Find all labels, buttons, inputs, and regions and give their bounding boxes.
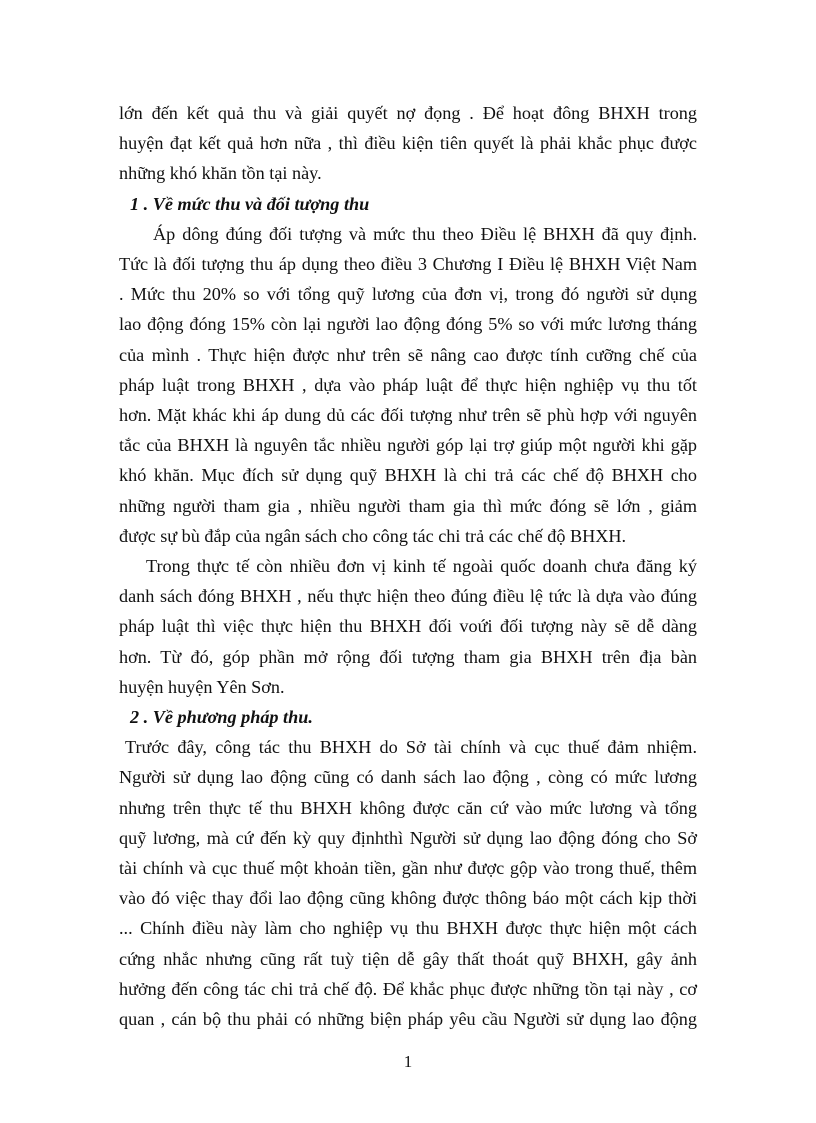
text-line: lớn đến kết quả thu và giải quyết nợ đọng . Để hoạt đông BHXH trong bbox=[119, 103, 697, 123]
text-line: tắc của BHXH là nguyên tắc nhiều người góp lại trợ giúp một người khi gặp bbox=[119, 435, 697, 456]
text-line: . Mức thu 20% so với tổng quỹ lương của đơn vị, trong đó người sử dụng bbox=[119, 284, 697, 305]
text-line: huyện đạt kết quả hơn nữa , thì điều kiện tiên quyết là phải khắc phục được bbox=[119, 133, 697, 154]
text-line: vào đó việc thay đổi lao động cũng không được thông báo một cách kịp thời bbox=[119, 888, 697, 909]
text-line: những người tham gia , nhiều người tham gia thì mức đóng sẽ lớn , giảm bbox=[119, 495, 697, 516]
text-line: cứng nhắc nhưng cũng rất tuỳ tiện dễ gây thất thoát quỹ BHXH, gây ảnh bbox=[119, 948, 697, 969]
text-line: Trong thực tế còn nhiều đơn vị kinh tế ngoài quốc doanh chưa đăng ký bbox=[146, 556, 697, 577]
text-line: pháp luật trong BHXH , dựa vào pháp luật để thực hiện nghiệp vụ thu tốt bbox=[119, 374, 697, 395]
text-line: ... Chính điều này làm cho nghiệp vụ thu BHXH được thực hiện một cách bbox=[119, 918, 697, 939]
section-heading: 2 . Về phương pháp thu. bbox=[130, 707, 313, 728]
text-line: Trước đây, công tác thu BHXH do Sở tài chính và cục thuế đảm nhiệm. bbox=[125, 737, 697, 758]
text-line: Áp dông đúng đối tượng và mức thu theo Điều lệ BHXH đã quy định. bbox=[153, 223, 697, 244]
text-line: quỹ lương, mà cứ đến kỳ quy địnhthì Người sử dụng lao động đóng cho Sở bbox=[119, 827, 697, 848]
text-line: nhưng trên thực tế thu BHXH không được căn cứ vào mức lương và tổng bbox=[119, 797, 697, 818]
text-line: được sự bù đắp của ngân sách cho công tác chi trả các chế độ BHXH. bbox=[119, 525, 627, 546]
text-line: khó khăn. Mục đích sử dụng quỹ BHXH là chi trả các chế độ BHXH cho bbox=[119, 465, 697, 486]
text-line: hơn. Mặt khác khi áp dung dủ các đối tượng như trên sẽ phù hợp với nguyên bbox=[119, 405, 697, 426]
text-line: của mình . Thực hiện được như trên sẽ nâng cao được tính cưỡng chế của bbox=[119, 344, 697, 365]
text-line: huyện huyện Yên Sơn. bbox=[119, 676, 285, 697]
text-line: Người sử dụng lao động cũng có danh sách lao động , còng có mức lương bbox=[119, 767, 697, 788]
text-line: danh sách đóng BHXH , nếu thực hiện theo đúng điều lệ tức là dựa vào đúng bbox=[119, 586, 697, 607]
section-heading: 1 . Về mức thu và đối tượng thu bbox=[130, 193, 370, 214]
text-line: pháp luật thì việc thực hiện thu BHXH đối voứi đối tượng này sẽ dễ dàng bbox=[119, 616, 697, 637]
text-line: hưởng đến công tác chi trả chế độ. Để khắc phục được những tồn tại này , cơ bbox=[119, 978, 697, 999]
text-line: hơn. Từ đó, góp phần mở rộng đối tượng tham gia BHXH trên địa bàn bbox=[119, 646, 697, 667]
text-line: những khó khăn tồn tại này. bbox=[119, 163, 322, 184]
document-body bbox=[119, 98, 697, 1034]
text-line: tài chính và cục thuế một khoản tiền, gần như được gộp vào trong thuế, thêm bbox=[119, 858, 697, 879]
text-line: quan , cán bộ thu phải có những biện pháp yêu cầu Người sử dụng lao động bbox=[119, 1009, 697, 1030]
text-line: Tức là đối tượng thu áp dụng theo điều 3 Chương I Điều lệ BHXH Việt Nam bbox=[119, 254, 697, 275]
text-line: lao động đóng 15% còn lại người lao động đóng 5% so với mức lương tháng bbox=[119, 314, 697, 335]
page-number: 1 bbox=[403, 1052, 413, 1071]
